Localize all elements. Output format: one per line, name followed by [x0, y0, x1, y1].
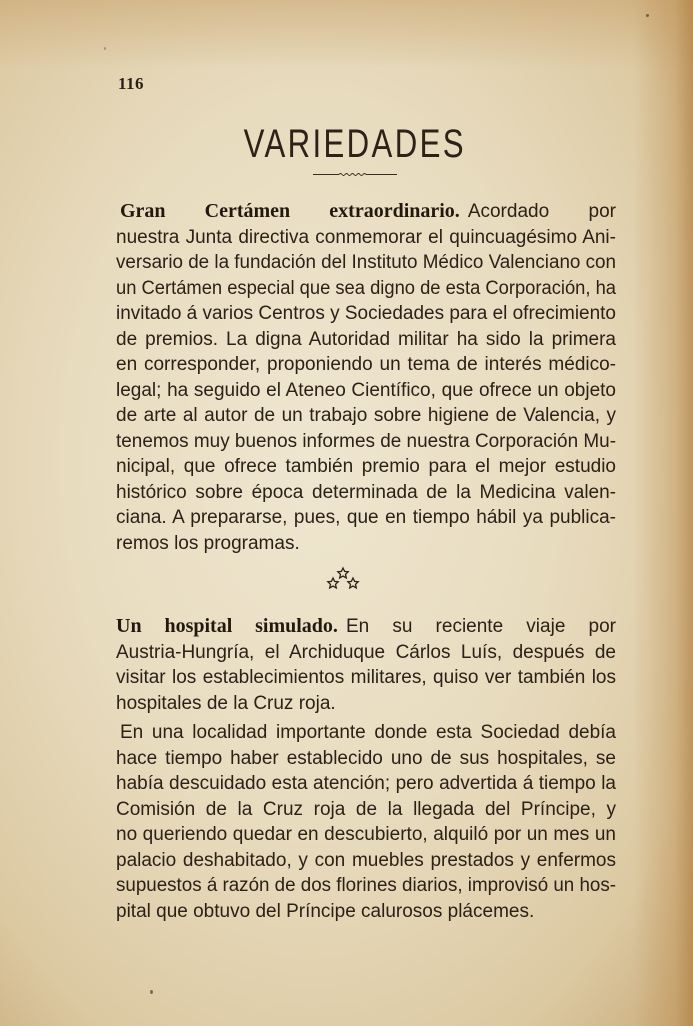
article-line: En una localidad importante donde esta Sociedad debía [120, 722, 616, 743]
article-line [116, 199, 616, 225]
article-line: pital que obtuvo del Príncipe calurosos plácemes. [116, 900, 535, 922]
article-line: nuestra Junta directiva conmemorar el quincuagésimo Ani- [116, 226, 616, 248]
article-text: En su reciente viaje por [345, 616, 617, 637]
article-line: había descuidado esta atención; pero advertida á tiempo la [116, 773, 616, 794]
article-line: remos los programas. [116, 532, 300, 554]
paper-speck [150, 990, 153, 994]
article-line: hace tiempo haber establecido uno de sus hospitales, se [116, 747, 616, 769]
article-line: supuestos á razón de dos florines diarios, improvisó un hos- [116, 875, 616, 896]
article-hospital-simulado [116, 614, 616, 924]
paper-speck [646, 14, 649, 17]
three-stars-separator-icon [323, 565, 363, 593]
article-line: histórico sobre época determinada de la Medicina valen- [116, 481, 616, 503]
article-line: no queriendo quedar en descubierto, alquiló por un mes un [116, 824, 616, 845]
article-line [116, 614, 616, 640]
article-line: nicipal, que ofrece también premio para el mejor estudio [116, 456, 616, 477]
article-gran-certamen [116, 199, 616, 556]
article-line: ciana. A prepararse, pues, que en tiempo hábil ya publica- [116, 507, 616, 528]
article-line: hospitales de la Cruz roja. [116, 692, 336, 714]
article-headline: Gran Certámen extraordinario. [120, 200, 460, 222]
paper-speck [104, 47, 106, 50]
section-title: VARIEDADES [243, 122, 466, 166]
article-line: Comisión de la Cruz roja de la llegada del Príncipe, y [116, 798, 616, 820]
article-line: tenemos muy buenos informes de nuestra Corporación Mu- [116, 430, 616, 452]
article-line: legal; ha seguido el Ateneo Científico, que ofrece un objeto [116, 379, 616, 401]
article-line: de arte al autor de un trabajo sobre higiene de Valencia, y [116, 405, 616, 426]
article-line: versario de la fundación del Instituto Médico Valenciano con [116, 252, 616, 273]
article-line: en corresponder, proponiendo un tema de interés médico- [116, 354, 616, 375]
article-text: Acordado por [467, 201, 616, 222]
article-line: visitar los establecimientos militares, quiso ver también los [116, 667, 616, 688]
article-line: Austria-Hungría, el Archiduque Cárlos Luís, después de [116, 641, 616, 663]
article-line: invitado á varios Centros y Sociedades para el ofrecimiento [116, 303, 616, 324]
title-ornament-rule [313, 172, 397, 176]
page-shadow-right [633, 0, 693, 1026]
article-line: palacio deshabitado, y con muebles prestados y enfermos [116, 849, 616, 871]
page-shadow-top [0, 0, 693, 70]
article-line: un Certámen especial que sea digno de esta Corporación, ha [116, 277, 616, 299]
article-headline: Un hospital simulado. [116, 615, 338, 637]
article-line: de premios. La digna Autoridad militar ha sido la primera [116, 328, 616, 350]
page-number: 116 [118, 74, 145, 93]
